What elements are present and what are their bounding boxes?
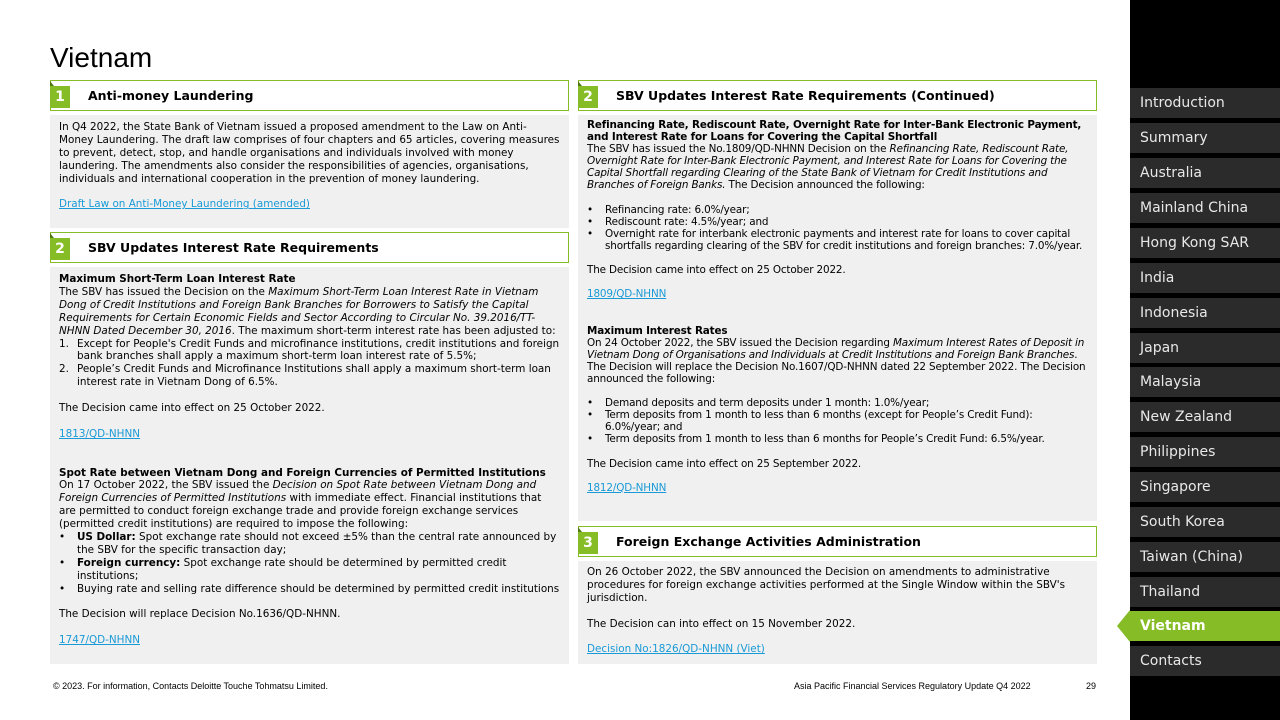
- sidebar-item-malaysia[interactable]: Malaysia: [1130, 367, 1280, 397]
- subheading: Spot Rate between Vietnam Dong and Foreign Currencies of Permitted Institutions: [59, 466, 546, 479]
- subheading: Maximum Short-Term Loan Interest Rate: [59, 273, 296, 285]
- body-text: On 26 October 2022, the SBV announced the Decision on amendments to administrative procedures for foreign exchange activities performed at the Single Window within the SBV's jurisdiction.: [587, 566, 1066, 604]
- list-item: • Term deposits from 1 month to less than 6 months (except for People’s Credit Fund): 6.0%/year; and: [587, 409, 1088, 433]
- replace-text: The Decision will replace Decision No.1636/QD-NHNN.: [59, 608, 341, 621]
- sidebar-nav: [1130, 0, 1280, 720]
- decision-1747-link[interactable]: 1747/QD-NHNN: [59, 634, 141, 647]
- list-item: 2. People’s Credit Funds and Microfinance Institutions shall apply a maximum short-term loan interest rate in Vietnam Dong of 6.5%.: [59, 363, 551, 389]
- bullet-list: [587, 204, 1088, 252]
- decision-1812-link[interactable]: 1812/QD-NHNN: [587, 481, 667, 494]
- list-item: • Term deposits from 1 month to less than 6 months for People’s Credit Fund: 6.5%/year.: [587, 433, 1088, 445]
- section-header-foreign-exchange: [578, 526, 1097, 557]
- sidebar-item-vietnam-active[interactable]: Vietnam: [1130, 611, 1280, 641]
- body-text: On 24 October 2022, the SBV issued the Decision regarding Maximum Interest Rates of Deposit in Vietnam Dong of Organisations and Individuals at Credit Institutions and Foreign Bank Branches. The Decision will replace the Decision No.1607/QD-NHNN dated 22 September 2022. The Decision announced the following:: [587, 336, 1086, 385]
- sidebar-item-japan[interactable]: Japan: [1130, 333, 1280, 363]
- sidebar-item-singapore[interactable]: Singapore: [1130, 472, 1280, 502]
- sidebar-item-hong-kong[interactable]: Hong Kong SAR: [1130, 228, 1280, 258]
- sidebar-item-south-korea[interactable]: South Korea: [1130, 507, 1280, 537]
- section-body-interest-rate-continued: [578, 115, 1097, 521]
- list-item: • Rediscount rate: 4.5%/year; and: [587, 216, 1088, 228]
- sidebar-item-mainland-china[interactable]: Mainland China: [1130, 193, 1280, 223]
- publication-title: Asia Pacific Financial Services Regulatory Update Q4 2022: [794, 681, 1031, 691]
- body-text: The SBV has issued the Decision on the Maximum Short-Term Loan Interest Rate in Vietnam Dong of Credit Institutions and Foreign Bank Branches for Borrowers to Satisfy the Capital Requirements for Certain Economic Fields and Sector According to Circular No. 39.2016/TT-NHNN Dated December 30, 2016. The maximum short-term interest rate has been adjusted to:: [59, 285, 556, 337]
- section-body-anti-money-laundering: [50, 115, 569, 228]
- section-header-interest-rate: [50, 232, 569, 263]
- body-text: The SBV has issued the No.1809/QD-NHNN Decision on the Refinancing Rate, Rediscount Rate, Overnight Rate for Inter-Bank Electronic Payment, and Interest Rate for Loans for Covering the Capital Shortfall regarding Clearing of the State Bank of Vietnam for Credit Institutions and Branches of Foreign Banks. The Decision announced the following:: [587, 143, 1069, 192]
- sidebar-item-contacts[interactable]: Contacts: [1130, 646, 1280, 676]
- section-title: SBV Updates Interest Rate Requirements (Continued): [616, 88, 995, 103]
- section-number: 1: [50, 86, 70, 108]
- section-header-interest-rate-continued: [578, 80, 1097, 111]
- section-number: 3: [578, 532, 598, 554]
- bullet-list: [59, 531, 560, 596]
- sidebar-item-philippines[interactable]: Philippines: [1130, 437, 1280, 467]
- section-number: 2: [50, 238, 70, 260]
- subheading: Refinancing Rate, Rediscount Rate, Overnight Rate for Inter-Bank Electronic Payment, and Interest Rate for Loans for Covering the Capital Shortfall: [587, 119, 1082, 144]
- effect-text: The Decision can into effect on 15 November 2022.: [587, 617, 856, 630]
- sidebar-item-introduction[interactable]: Introduction: [1130, 88, 1280, 118]
- list-item: • Refinancing rate: 6.0%/year;: [587, 204, 1088, 216]
- sidebar-item-summary[interactable]: Summary: [1130, 123, 1280, 153]
- sidebar-item-new-zealand[interactable]: New Zealand: [1130, 402, 1280, 432]
- section-body-interest-rate: [50, 267, 569, 664]
- effect-text: The Decision came into effect on 25 September 2022.: [587, 457, 862, 470]
- section-number: 2: [578, 86, 598, 108]
- body-text: In Q4 2022, the State Bank of Vietnam issued a proposed amendment to the Law on Anti-Money Laundering. The draft law comprises of four chapters and 65 articles, covering measures to prevent, detect, stop, and handle organisations and individuals involved with money laundering. The amendments also consider the responsibilities of agencies, organisations, individuals and international cooperation in the prevention of money laundering.: [59, 121, 560, 185]
- sidebar-item-taiwan[interactable]: Taiwan (China): [1130, 542, 1280, 572]
- decision-1813-link[interactable]: 1813/QD-NHNN: [59, 427, 141, 440]
- page-title: Vietnam: [50, 42, 153, 73]
- draft-law-link[interactable]: Draft Law on Anti-Money Laundering (amended): [59, 198, 310, 211]
- sidebar-item-indonesia[interactable]: Indonesia: [1130, 298, 1280, 328]
- list-item: • Buying rate and selling rate difference should be determined by permitted credit institutions: [59, 583, 560, 596]
- section-body-foreign-exchange: [578, 561, 1097, 664]
- list-item: 1. Except for People's Credit Funds and microfinance institutions, credit institutions and foreign bank branches shall apply a maximum short-term loan interest rate of 5.5%;: [59, 337, 560, 363]
- list-item: • Foreign currency: Spot exchange rate should be determined by permitted credit institutions;: [59, 557, 560, 583]
- bullet-list: [587, 397, 1088, 445]
- page-number: 29: [1086, 681, 1097, 691]
- copyright: © 2023. For information, Contacts Deloitte Touche Tohmatsu Limited.: [53, 681, 328, 691]
- section-title: Foreign Exchange Activities Administration: [616, 534, 921, 549]
- list-item: • US Dollar: Spot exchange rate should not exceed ±5% than the central rate announced by the SBV for the specific transaction day;: [59, 531, 560, 557]
- effect-text: The Decision came into effect on 25 October 2022.: [59, 402, 325, 415]
- decision-1809-link[interactable]: 1809/QD-NHNN: [587, 288, 667, 301]
- list-item: • Overnight rate for interbank electronic payments and interest rate for loans to cover capital shortfalls regarding clearing of the SBV for credit institutions and foreign branches: 7.0%/year.: [587, 228, 1088, 252]
- body-text: On 17 October 2022, the SBV issued the Decision on Spot Rate between Vietnam Dong and Foreign Currencies of Permitted Institutions with immediate effect. Financial institutions that are permitted to conduct foreign exchange trade and provide foreign exchange services (permitted credit institutions) are required to impose the following:: [59, 479, 542, 531]
- effect-text: The Decision came into effect on 25 October 2022.: [587, 264, 846, 277]
- section-header-anti-money-laundering: [50, 80, 569, 111]
- section-title: Anti-money Laundering: [88, 88, 254, 103]
- numbered-list: [59, 338, 560, 390]
- list-item: • Demand deposits and term deposits under 1 month: 1.0%/year;: [587, 397, 1088, 409]
- sidebar-item-thailand[interactable]: Thailand: [1130, 577, 1280, 607]
- section-title: SBV Updates Interest Rate Requirements: [88, 240, 379, 255]
- decision-1826-link[interactable]: Decision No:1826/QD-NHNN (Viet): [587, 643, 765, 656]
- active-indicator-arrow-icon: [1117, 610, 1130, 642]
- sidebar-item-australia[interactable]: Australia: [1130, 158, 1280, 188]
- subheading: Maximum Interest Rates: [587, 324, 728, 337]
- sidebar-item-india[interactable]: India: [1130, 263, 1280, 293]
